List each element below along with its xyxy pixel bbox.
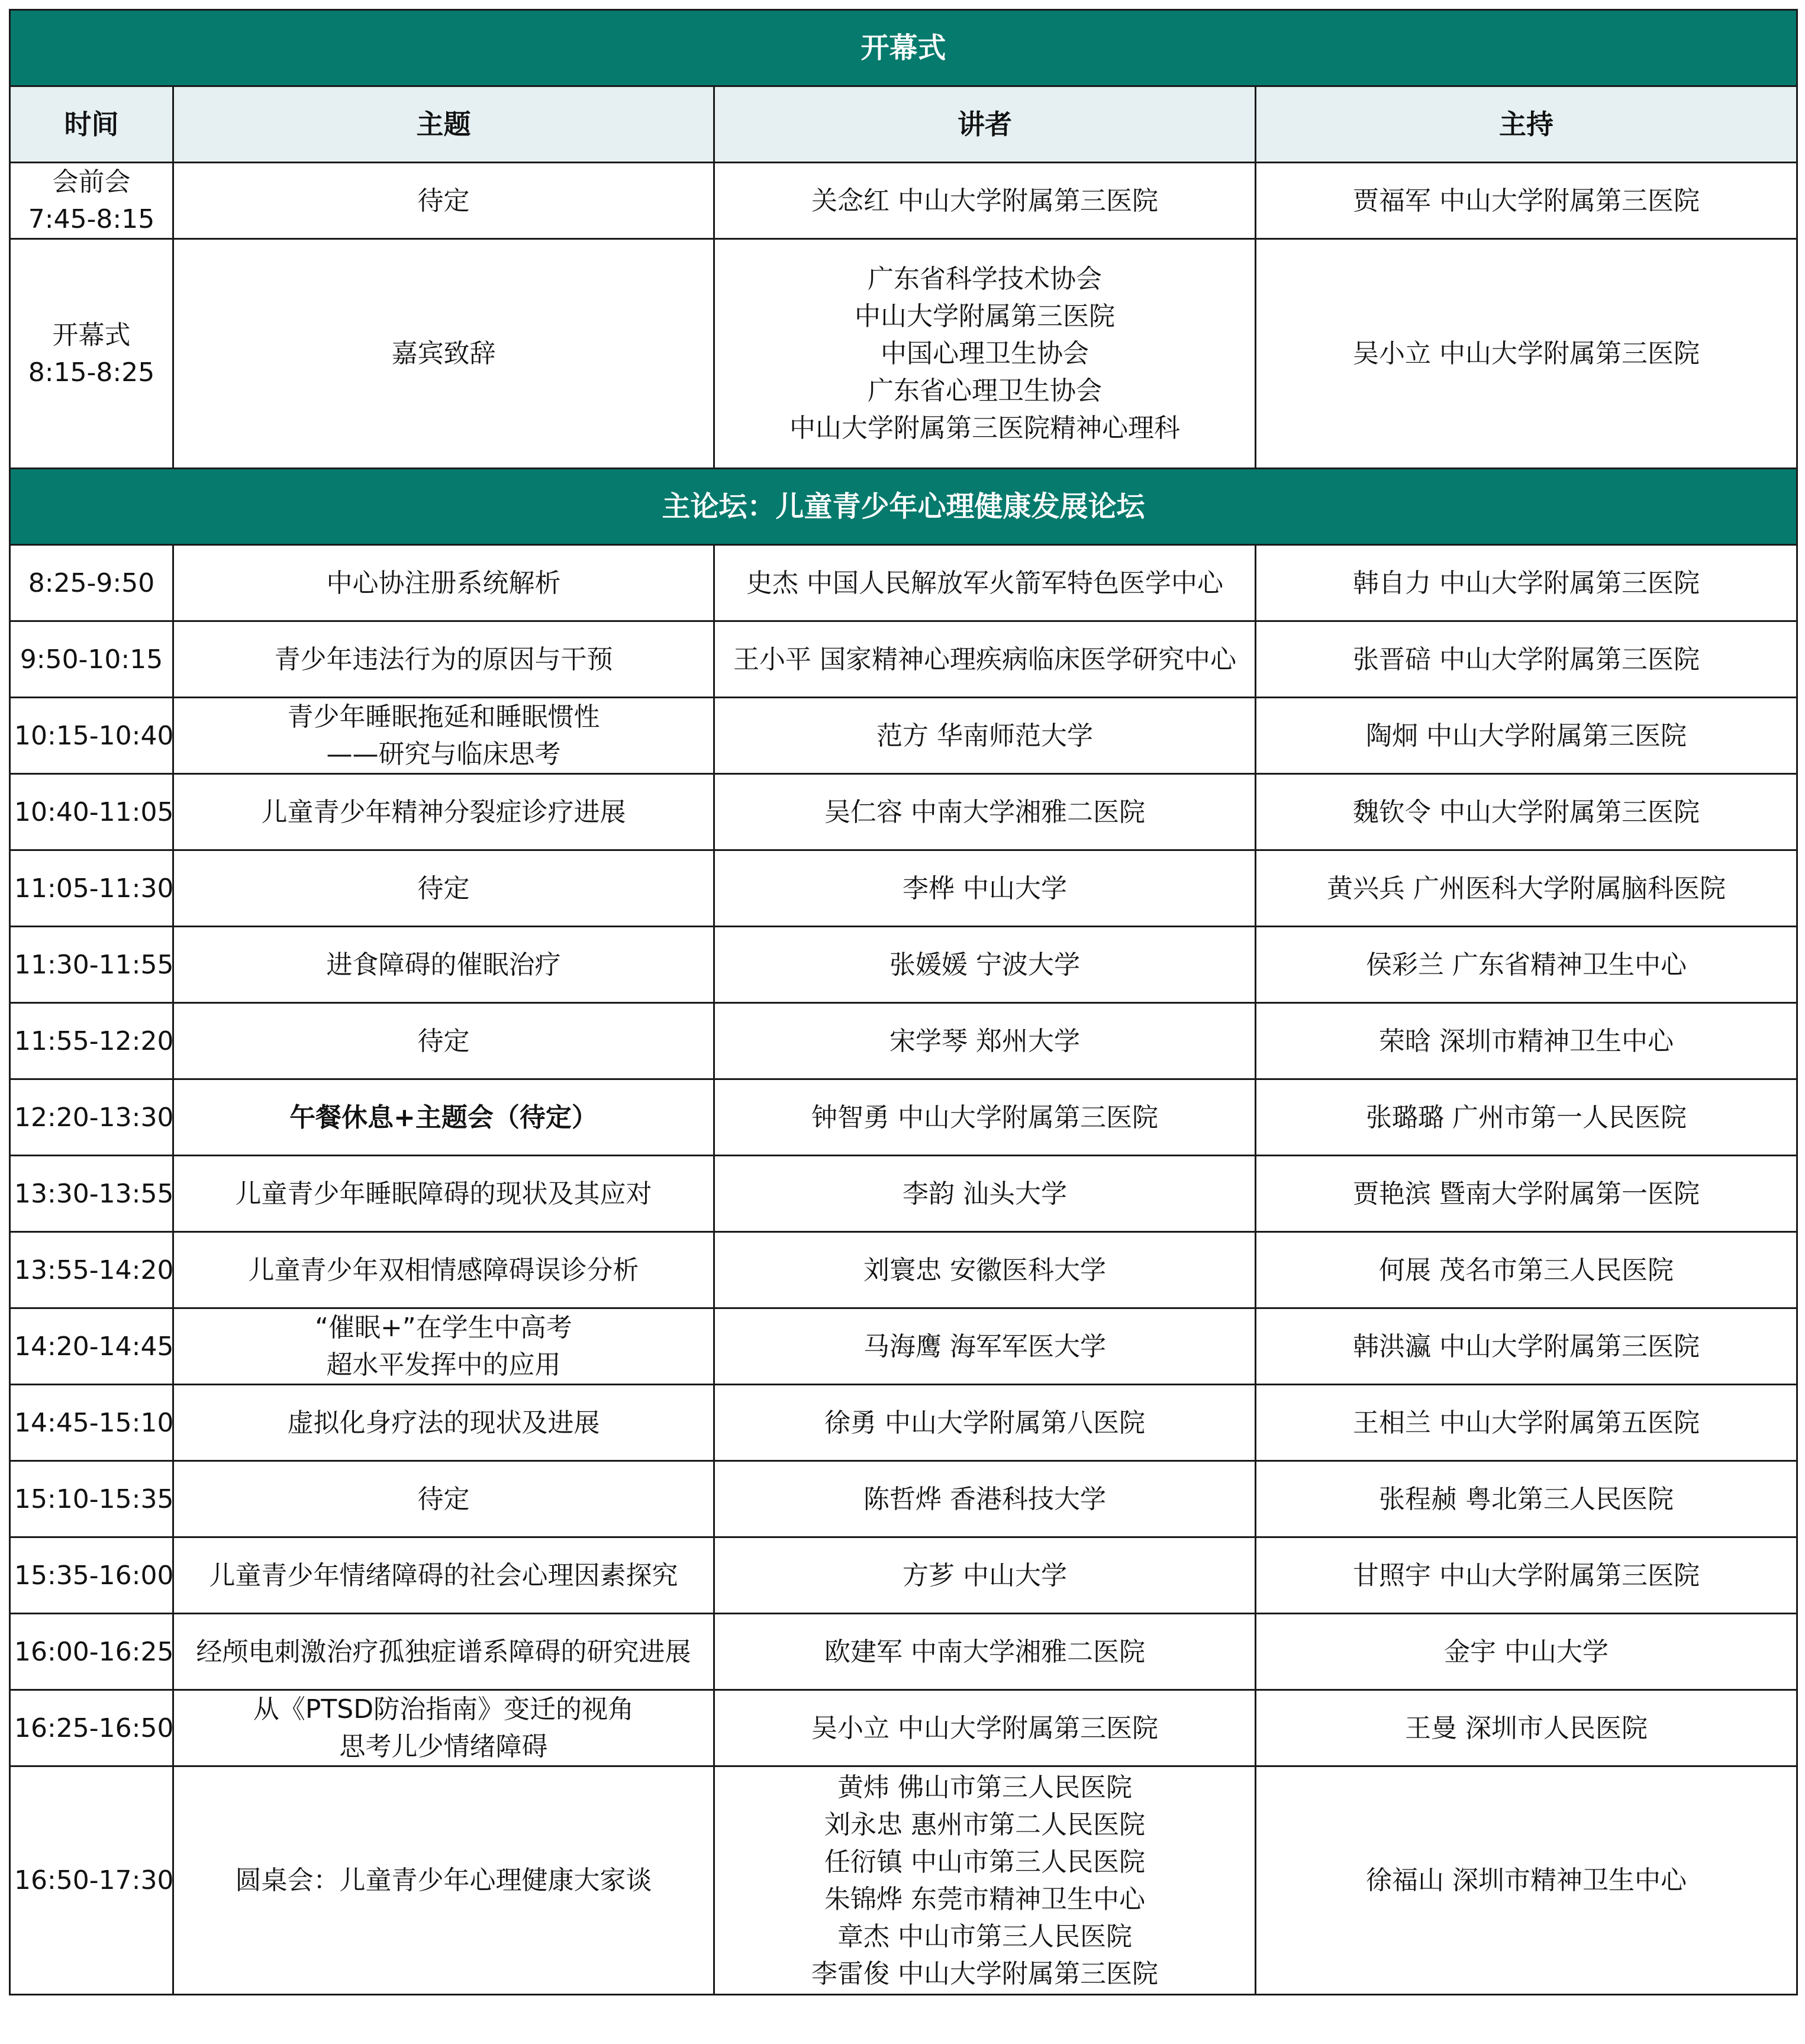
cell-text-line: 中国心理卫生协会 — [881, 338, 1089, 369]
cell-text-line: 待定 — [417, 185, 470, 216]
cell-text-line: 11:05-11:30 — [14, 873, 174, 904]
topic-cell — [173, 1690, 714, 1766]
cell-text-line: 吴小立 中山大学附属第三医院 — [811, 1713, 1158, 1743]
topic-cell — [173, 774, 714, 850]
speaker-cell — [714, 1537, 1256, 1614]
cell-text-line: 15:10-15:35 — [14, 1484, 174, 1514]
cell-text-line: 魏钦令 中山大学附属第三医院 — [1353, 797, 1700, 827]
cell-text-line: 13:55-14:20 — [14, 1255, 174, 1285]
cell-text-line: 方芗 中山大学 — [902, 1560, 1067, 1591]
cell-text-line: 儿童青少年情绪障碍的社会心理因素探究 — [209, 1560, 678, 1591]
cell-text-line: 圆桌会：儿童青少年心理健康大家谈 — [235, 1865, 652, 1895]
cell-text-line: 陶炯 中山大学附属第三医院 — [1366, 720, 1687, 751]
time-cell — [10, 239, 173, 469]
cell-text-line: “催眠+”在学生中高考 — [315, 1313, 572, 1343]
agenda-document — [9, 9, 1796, 1995]
speaker-cell — [714, 1690, 1256, 1766]
time-cell — [10, 1156, 173, 1232]
cell-text-line: 16:00-16:25 — [14, 1636, 174, 1667]
speaker-cell — [714, 545, 1256, 621]
section-title: 开幕式 — [10, 10, 1797, 86]
cell-text-line: 10:40-11:05 — [14, 797, 174, 827]
time-cell — [10, 1232, 173, 1308]
cell-text-line: 王小平 国家精神心理疾病临床医学研究中心 — [733, 644, 1236, 675]
time-cell — [10, 1537, 173, 1614]
table-row — [10, 621, 1797, 698]
cell-text-line: 韩自力 中山大学附属第三医院 — [1353, 568, 1700, 598]
topic-cell — [173, 545, 714, 621]
cell-text-line: 15:35-16:00 — [14, 1560, 174, 1591]
table-row — [10, 1003, 1797, 1079]
topic-cell — [173, 1766, 714, 1995]
host-cell — [1256, 1461, 1797, 1537]
cell-text-line: 超水平发挥中的应用 — [326, 1350, 561, 1380]
cell-text-line: 待定 — [417, 1484, 470, 1514]
cell-text-line: 黄炜 佛山市第三人民医院 — [837, 1772, 1132, 1803]
host-cell — [1256, 698, 1797, 774]
cell-text-line: 经颅电刺激治疗孤独症谱系障碍的研究进展 — [196, 1636, 691, 1667]
speaker-cell — [714, 1156, 1256, 1232]
cell-text-line: 范方 华南师范大学 — [876, 720, 1093, 751]
cell-text-line: 11:30-11:55 — [14, 949, 174, 980]
time-cell — [10, 698, 173, 774]
speaker-cell — [714, 774, 1256, 850]
time-cell — [10, 1079, 173, 1156]
time-cell — [10, 1385, 173, 1461]
topic-cell — [173, 698, 714, 774]
table-row — [10, 927, 1797, 1003]
time-cell — [10, 927, 173, 1003]
cell-text-line: 吴小立 中山大学附属第三医院 — [1353, 338, 1700, 369]
table-row — [10, 1461, 1797, 1537]
host-cell — [1256, 1308, 1797, 1385]
cell-text-line: 虚拟化身疗法的现状及进展 — [287, 1407, 600, 1438]
section-title-row — [10, 469, 1797, 545]
cell-text-line: 马海鹰 海军军医大学 — [863, 1331, 1106, 1362]
column-header-host: 主持 — [1256, 86, 1797, 163]
speaker-cell — [714, 1461, 1256, 1537]
speaker-cell — [714, 1385, 1256, 1461]
table-row — [10, 545, 1797, 621]
cell-text-line: 待定 — [417, 873, 470, 904]
cell-text-line: 贾艳滨 暨南大学附属第一医院 — [1353, 1178, 1700, 1209]
time-cell — [10, 774, 173, 850]
cell-text-line: 韩洪瀛 中山大学附属第三医院 — [1353, 1331, 1700, 1362]
section-title-row — [10, 10, 1797, 86]
speaker-cell — [714, 927, 1256, 1003]
cell-text-line: 吴仁容 中南大学湘雅二医院 — [824, 797, 1145, 827]
cell-text-line: 开幕式 — [52, 320, 131, 350]
topic-cell — [173, 1308, 714, 1385]
cell-text-line: 张程赪 粤北第三人民医院 — [1379, 1484, 1674, 1514]
topic-cell — [173, 239, 714, 469]
cell-text-line: 7:45-8:15 — [28, 204, 155, 234]
time-cell — [10, 621, 173, 698]
topic-cell — [173, 1232, 714, 1308]
speaker-cell — [714, 698, 1256, 774]
cell-text-line: 陈哲烨 香港科技大学 — [863, 1484, 1106, 1514]
host-cell — [1256, 1690, 1797, 1766]
topic-cell — [173, 1614, 714, 1690]
speaker-cell — [714, 850, 1256, 927]
cell-text-line: 中山大学附属第三医院精神心理科 — [789, 413, 1180, 443]
time-cell — [10, 1766, 173, 1995]
cell-text-line: 欧建军 中南大学湘雅二医院 — [824, 1636, 1145, 1667]
cell-text-line: 张璐璐 广州市第一人民医院 — [1366, 1102, 1687, 1133]
cell-text-line: 王曼 深圳市人民医院 — [1405, 1713, 1648, 1743]
cell-text-line: 中心协注册系统解析 — [326, 568, 561, 598]
host-cell — [1256, 545, 1797, 621]
table-row — [10, 1614, 1797, 1690]
cell-text-line: 宋学琴 郑州大学 — [889, 1026, 1080, 1056]
table-row — [10, 1766, 1797, 1995]
table-row — [10, 850, 1797, 927]
cell-text-line: 贾福军 中山大学附属第三医院 — [1353, 185, 1700, 216]
speaker-cell — [714, 1003, 1256, 1079]
table-row — [10, 1079, 1797, 1156]
cell-text-line: ——研究与临床思考 — [326, 739, 561, 769]
cell-text-line: 李韵 汕头大学 — [902, 1178, 1067, 1209]
cell-text-line: 黄兴兵 广州医科大学附属脑科医院 — [1327, 873, 1726, 904]
topic-cell — [173, 1385, 714, 1461]
table-row — [10, 774, 1797, 850]
cell-text-line: 儿童青少年精神分裂症诊疗进展 — [261, 797, 626, 827]
cell-text-line: 9:50-10:15 — [20, 644, 163, 675]
topic-cell — [173, 621, 714, 698]
topic-cell — [173, 1156, 714, 1232]
table-row — [10, 1308, 1797, 1385]
cell-text-line: 儿童青少年双相情感障碍误诊分析 — [248, 1255, 639, 1285]
host-cell — [1256, 774, 1797, 850]
speaker-cell — [714, 1308, 1256, 1385]
speaker-cell — [714, 239, 1256, 469]
column-header-time: 时间 — [10, 86, 173, 163]
speaker-cell — [714, 163, 1256, 239]
time-cell — [10, 850, 173, 927]
table-row — [10, 163, 1797, 239]
cell-text-line: 13:30-13:55 — [14, 1178, 174, 1209]
host-cell — [1256, 1003, 1797, 1079]
topic-cell — [173, 850, 714, 927]
cell-text-line: 8:15-8:25 — [28, 357, 155, 388]
cell-text-line: 青少年违法行为的原因与干预 — [274, 644, 613, 675]
cell-text-line: 章杰 中山市第三人民医院 — [837, 1921, 1132, 1952]
topic-cell — [173, 1079, 714, 1156]
cell-text-line: 徐勇 中山大学附属第八医院 — [824, 1407, 1145, 1438]
cell-text-line: 从《PTSD防治指南》变迁的视角 — [253, 1694, 634, 1724]
table-header-row — [10, 86, 1797, 163]
cell-text-line: 钟智勇 中山大学附属第三医院 — [811, 1102, 1158, 1133]
host-cell — [1256, 1079, 1797, 1156]
cell-text-line: 16:25-16:50 — [14, 1713, 174, 1743]
column-header-topic: 主题 — [173, 86, 714, 163]
topic-cell — [173, 1461, 714, 1537]
host-cell — [1256, 1537, 1797, 1614]
speaker-cell — [714, 1614, 1256, 1690]
time-cell — [10, 545, 173, 621]
host-cell — [1256, 1232, 1797, 1308]
cell-text-line: 进食障碍的催眠治疗 — [326, 949, 561, 980]
speaker-cell — [714, 621, 1256, 698]
cell-text-line: 王相兰 中山大学附属第五医院 — [1353, 1407, 1700, 1438]
cell-text-line: 张晋碚 中山大学附属第三医院 — [1353, 644, 1700, 675]
cell-text-line: 12:20-13:30 — [14, 1102, 174, 1133]
host-cell — [1256, 1156, 1797, 1232]
cell-text-line: 刘永忠 惠州市第二人民医院 — [824, 1809, 1145, 1840]
table-row — [10, 1537, 1797, 1614]
time-cell — [10, 1614, 173, 1690]
table-row — [10, 698, 1797, 774]
speaker-cell — [714, 1232, 1256, 1308]
table-row — [10, 1690, 1797, 1766]
cell-text-line: 任衍镇 中山市第三人民医院 — [824, 1846, 1145, 1877]
cell-text-line: 侯彩兰 广东省精神卫生中心 — [1366, 949, 1687, 980]
table-row — [10, 1232, 1797, 1308]
topic-cell — [173, 1537, 714, 1614]
cell-text-line: 广东省科学技术协会 — [868, 264, 1102, 294]
cell-text-line: 嘉宾致辞 — [391, 338, 496, 369]
cell-text-line: 中山大学附属第三医院 — [855, 301, 1115, 331]
topic-cell — [173, 1003, 714, 1079]
section-title: 主论坛：儿童青少年心理健康发展论坛 — [10, 469, 1797, 545]
table-row — [10, 1385, 1797, 1461]
cell-text-line: 李雷俊 中山大学附属第三医院 — [811, 1958, 1158, 1989]
host-cell — [1256, 850, 1797, 927]
cell-text-line: 会前会 — [52, 167, 131, 197]
cell-text-line: 午餐休息+主题会（待定） — [289, 1102, 598, 1133]
time-cell — [10, 1690, 173, 1766]
cell-text-line: 甘照宇 中山大学附属第三医院 — [1353, 1560, 1700, 1591]
agenda-table — [9, 9, 1798, 1995]
cell-text-line: 14:45-15:10 — [14, 1407, 174, 1438]
cell-text-line: 青少年睡眠拖延和睡眠惯性 — [287, 702, 600, 732]
topic-cell — [173, 927, 714, 1003]
column-header-speaker: 讲者 — [714, 86, 1256, 163]
host-cell — [1256, 1766, 1797, 1995]
cell-text-line: 金宇 中山大学 — [1444, 1636, 1609, 1667]
cell-text-line: 徐福山 深圳市精神卫生中心 — [1366, 1865, 1687, 1895]
speaker-cell — [714, 1079, 1256, 1156]
cell-text-line: 关念红 中山大学附属第三医院 — [811, 185, 1158, 216]
host-cell — [1256, 621, 1797, 698]
cell-text-line: 11:55-12:20 — [14, 1026, 174, 1056]
host-cell — [1256, 1614, 1797, 1690]
host-cell — [1256, 927, 1797, 1003]
cell-text-line: 待定 — [417, 1026, 470, 1056]
cell-text-line: 朱锦烨 东莞市精神卫生中心 — [824, 1884, 1145, 1914]
time-cell — [10, 163, 173, 239]
cell-text-line: 儿童青少年睡眠障碍的现状及其应对 — [235, 1178, 652, 1209]
cell-text-line: 张媛媛 宁波大学 — [889, 949, 1080, 980]
cell-text-line: 李桦 中山大学 — [902, 873, 1067, 904]
cell-text-line: 刘寰忠 安徽医科大学 — [863, 1255, 1106, 1285]
cell-text-line: 广东省心理卫生协会 — [868, 376, 1102, 406]
table-row — [10, 239, 1797, 469]
host-cell — [1256, 239, 1797, 469]
cell-text-line: 14:20-14:45 — [14, 1331, 174, 1362]
table-row — [10, 1156, 1797, 1232]
speaker-cell — [714, 1766, 1256, 1995]
cell-text-line: 史杰 中国人民解放军火箭军特色医学中心 — [746, 568, 1223, 598]
time-cell — [10, 1003, 173, 1079]
host-cell — [1256, 1385, 1797, 1461]
time-cell — [10, 1461, 173, 1537]
cell-text-line: 16:50-17:30 — [14, 1865, 174, 1895]
cell-text-line: 8:25-9:50 — [28, 568, 155, 598]
time-cell — [10, 1308, 173, 1385]
topic-cell — [173, 163, 714, 239]
cell-text-line: 荣晗 深圳市精神卫生中心 — [1379, 1026, 1674, 1056]
host-cell — [1256, 163, 1797, 239]
cell-text-line: 思考儿少情绪障碍 — [339, 1732, 548, 1762]
cell-text-line: 10:15-10:40 — [14, 720, 174, 751]
cell-text-line: 何展 茂名市第三人民医院 — [1379, 1255, 1674, 1285]
